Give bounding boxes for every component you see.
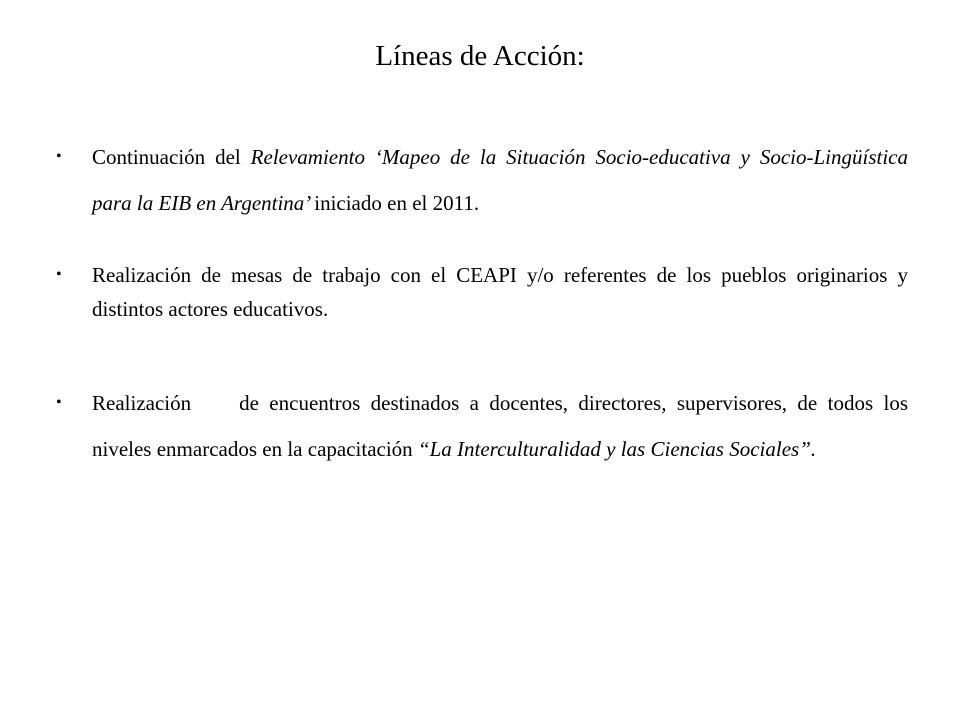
item-text: Continuación del — [92, 145, 251, 169]
item-text: Realización — [92, 391, 192, 415]
bullet-icon: • — [56, 266, 62, 283]
list-item — [56, 258, 908, 326]
list-item — [56, 380, 908, 472]
bullet-list — [56, 134, 908, 472]
item-text-italic: Relevamiento ‘Mapeo de la Situación Socio-educativa y Socio-Lingüística para la EIB en Argentina’ — [92, 145, 908, 215]
item-text: Realización de mesas de trabajo con el CEAPI y/o referentes de los pueblos originarios y distintos actores educativos. — [92, 263, 908, 321]
bullet-icon: • — [56, 148, 62, 165]
item-text-italic: “La Interculturalidad y las Ciencias Sociales”. — [417, 437, 817, 461]
bullet-icon: • — [56, 394, 62, 411]
list-item — [56, 134, 908, 226]
item-text: de encuentros destinados a docentes, directores, supervisores, de todos los niveles enmarcados en la capacitación — [92, 391, 908, 461]
slide-title: Líneas de Acción: — [375, 40, 585, 72]
item-text: iniciado en el 2011. — [314, 191, 480, 215]
